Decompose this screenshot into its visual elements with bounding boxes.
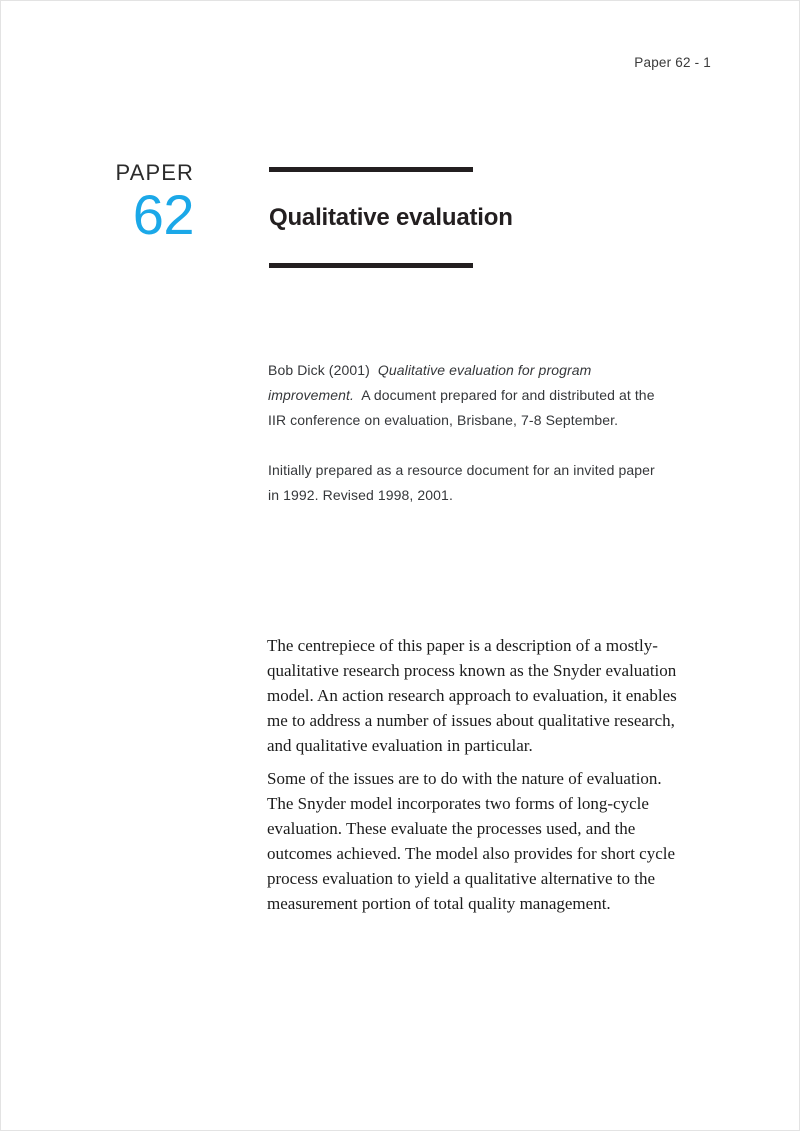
- citation-work-title: Qualitative evaluation for program improvement.: [268, 362, 592, 403]
- citation-reference: [268, 358, 668, 433]
- citation-block: [268, 358, 668, 508]
- running-header: Paper 62 - 1: [634, 55, 711, 70]
- title-rule-top: [269, 167, 473, 172]
- page-title: Qualitative evaluation: [269, 204, 513, 231]
- body-text: [267, 633, 685, 916]
- title-rule-bottom: [269, 263, 473, 268]
- citation-note: Initially prepared as a resource document for an invited paper in 1992. Revised 1998, 2001.: [268, 462, 655, 503]
- body-paragraph: Some of the issues are to do with the nature of evaluation. The Snyder model incorporates two forms of long-cycle evaluation. These evaluate the processes used, and the outcomes achieved. The model also provides for short cycle process evaluation to yield a qualitative alternative to the measurement portion of total quality management.: [267, 769, 676, 913]
- citation-details: A document prepared for and distributed at the IIR conference on evaluation, Brisbane, 7-8 September.: [268, 387, 655, 428]
- citation-author-year: Bob Dick (2001): [268, 362, 370, 378]
- body-paragraph: The centrepiece of this paper is a description of a mostly-qualitative research process known as the Snyder evaluation model. An action research approach to evaluation, it enables me to address a number of issues about qualitative research, and qualitative evaluation in particular.: [267, 636, 677, 755]
- paper-badge-word: PAPER: [115, 160, 194, 185]
- paper-badge-number: 62: [132, 183, 194, 246]
- title-block: [269, 167, 513, 268]
- paper-number-badge: [73, 160, 194, 246]
